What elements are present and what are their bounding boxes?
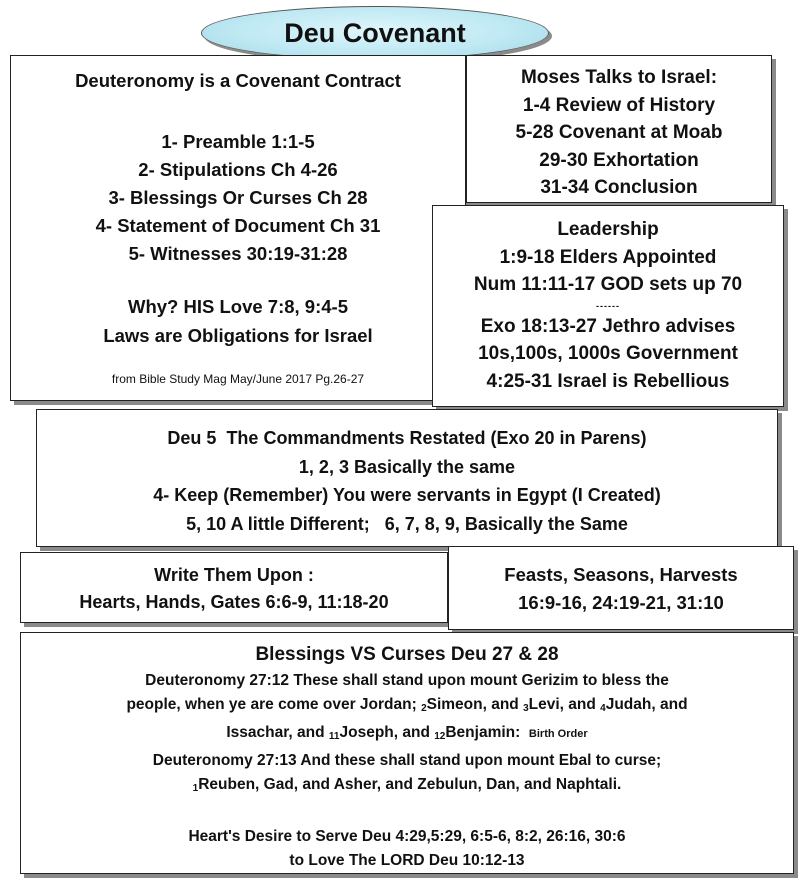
blessings-line (21, 693, 793, 721)
blessings-text: people, when ye are come over Jordan; (126, 696, 422, 713)
blessings-text: Issachar, and (226, 724, 329, 741)
order-number: 2 (421, 703, 427, 714)
order-number: 12 (434, 731, 446, 742)
contract-item: 4- Statement of Document Ch 31 (95, 215, 381, 236)
covenant-contract-box (10, 55, 466, 401)
laws-line: Laws are Obligations for Israel (103, 325, 373, 346)
write-heading: Write Them Upon : (154, 565, 314, 585)
contract-heading: Deuteronomy is a Covenant Contract (75, 70, 401, 91)
feasts-line: 16:9-16, 24:19-21, 31:10 (518, 592, 724, 613)
leadership-line: 1:9-18 Elders Appointed (499, 246, 717, 268)
source-citation: from Bible Study Mag May/June 2017 Pg.26-27 (111, 372, 365, 386)
blessings-line (21, 721, 793, 749)
leadership-heading: Leadership (557, 219, 659, 240)
leadership-box (432, 205, 784, 407)
commandments-box (36, 409, 778, 547)
write-them-box (20, 552, 448, 623)
leadership-line: 4:25-31 Israel is Rebellious (486, 370, 730, 392)
blessings-curses-box (20, 632, 794, 874)
blessings-text: Benjamin: (445, 724, 521, 741)
commandments-line: 4- Keep (Remember) You were servants in Egypt (I Created) (153, 485, 661, 505)
blessings-text: Judah, and (605, 696, 688, 713)
order-number: 1 (192, 783, 199, 794)
feasts-heading: Feasts, Seasons, Harvests (504, 564, 738, 585)
love-line: to Love The LORD Deu 10:12-13 (289, 852, 525, 869)
contract-item: 3- Blessings Or Curses Ch 28 (108, 187, 368, 208)
contract-why (11, 292, 465, 350)
desire-line: Heart's Desire to Serve Deu 4:29,5:29, 6:5-6, 8:2, 26:16, 30:6 (188, 828, 626, 845)
leadership-line: Exo 18:13-27 Jethro advises (480, 315, 736, 337)
contract-item: 5- Witnesses 30:19-31:28 (128, 243, 348, 264)
moses-item: 1-4 Review of History (522, 94, 716, 116)
commandments-line: 1, 2, 3 Basically the same (298, 456, 516, 477)
blessings-text: Levi, and (528, 696, 601, 713)
moses-heading: Moses Talks to Israel: (520, 67, 718, 88)
curses-text: Reuben, Gad, and Asher, and Zebulun, Dan, and Naphtali. (198, 776, 622, 793)
curses-line (21, 773, 793, 801)
blessings-text: Simeon, and (426, 696, 524, 713)
commandments-line: 5, 10 A little Different; 6, 7, 8, 9, Basically the Same (186, 513, 628, 534)
blessings-line: Deuteronomy 27:12 These shall stand upon mount Gerizim to bless the (145, 672, 669, 689)
curses-line: Deuteronomy 27:13 And these shall stand upon mount Ebal to curse; (152, 752, 662, 769)
moses-item: 5-28 Covenant at Moab (515, 122, 723, 143)
leadership-line: 10s,100s, 1000s Government (478, 343, 738, 364)
blessings-text: Joseph, and (339, 724, 435, 741)
write-line: Hearts, Hands, Gates 6:6-9, 11:18-20 (79, 592, 389, 612)
title-oval (201, 6, 549, 60)
contract-list (11, 128, 465, 268)
moses-talks-box (466, 55, 772, 203)
moses-item: 31-34 Conclusion (540, 177, 698, 198)
spacer (21, 801, 793, 825)
page-title: Deu Covenant (284, 17, 466, 48)
why-line: Why? HIS Love 7:8, 9:4-5 (128, 296, 348, 317)
moses-item: 29-30 Exhortation (539, 149, 699, 171)
contract-item: 1- Preamble 1:1-5 (161, 131, 315, 152)
blessings-heading: Blessings VS Curses Deu 27 & 28 (255, 644, 559, 665)
commandments-line: Deu 5 The Commandments Restated (Exo 20 in Parens) (167, 428, 647, 448)
contract-item: 2- Stipulations Ch 4-26 (138, 159, 338, 180)
order-number: 4 (600, 703, 606, 714)
birth-order-note: Birth Order (528, 728, 588, 740)
leadership-line: Num 11:11-17 GOD sets up 70 (473, 274, 743, 295)
order-number: 11 (328, 731, 340, 742)
feasts-box (448, 546, 794, 630)
leadership-separator: ------ (596, 300, 620, 311)
order-number: 3 (523, 703, 529, 714)
